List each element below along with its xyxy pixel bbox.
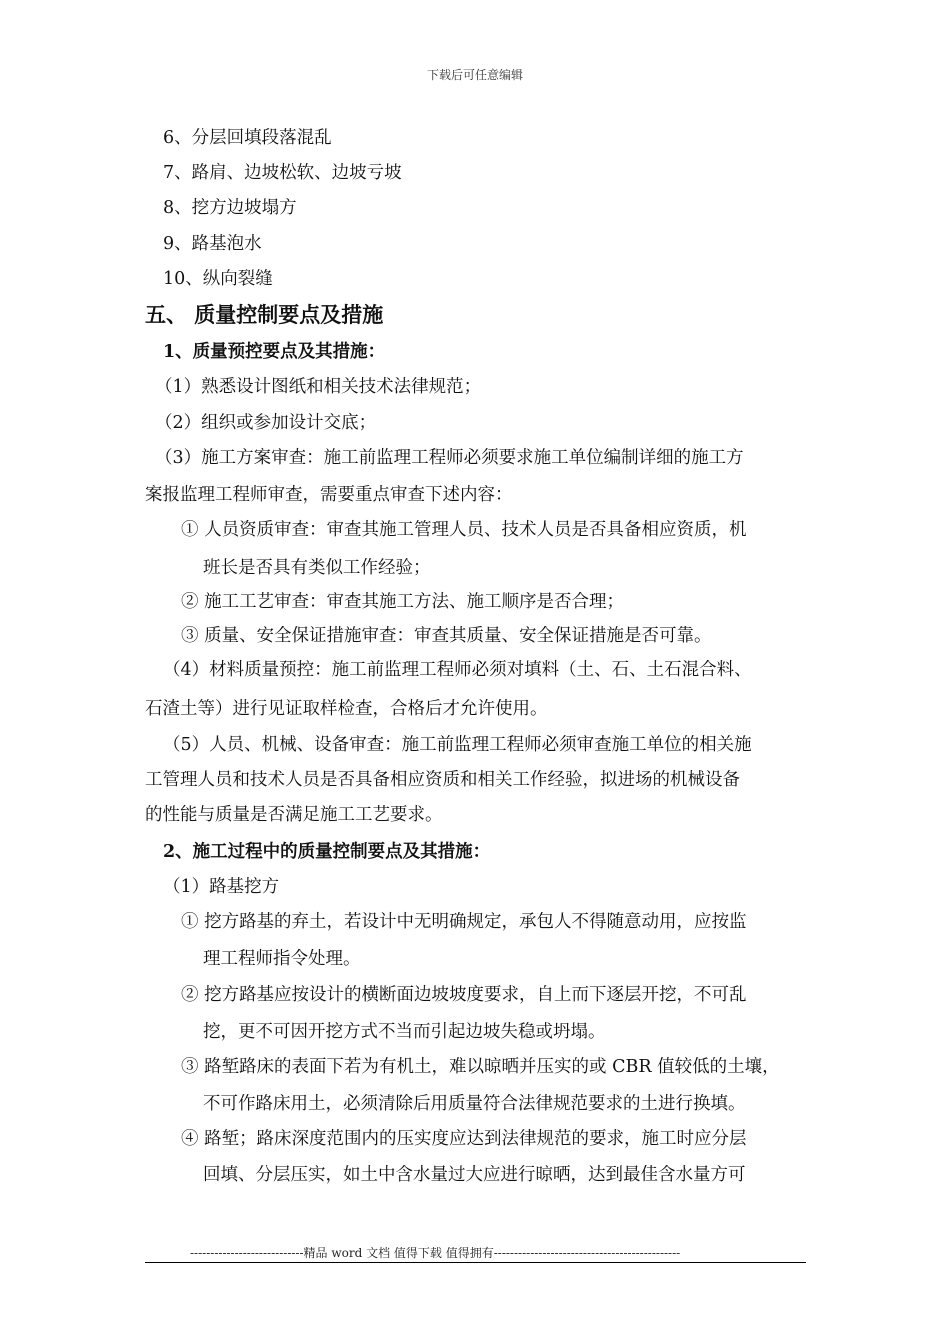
paragraph-line: （5）人员、机械、设备审查：施工前监理工程师必须审查施工单位的相关施 [163, 735, 752, 755]
subsection-heading: 1、质量预控要点及其措施： [163, 342, 386, 362]
paragraph-line: 理工程师指令处理。 [203, 949, 361, 969]
footer-divider [145, 1262, 806, 1263]
paragraph-line: （4）材料质量预控：施工前监理工程师必须对填料（土、石、土石混合料、 [163, 660, 752, 680]
list-item: 10、纵向裂缝 [163, 269, 273, 289]
list-item: 8、挖方边坡塌方 [163, 198, 297, 218]
paragraph-line: 班长是否具有类似工作经验； [203, 558, 431, 578]
paragraph-line: ① 人员资质审查：审查其施工管理人员、技术人员是否具备相应资质，机 [181, 520, 747, 540]
paragraph-line: （3）施工方案审查：施工前监理工程师必须要求施工单位编制详细的施工方 [155, 448, 744, 468]
page-footer: ----------------------------精品 word 文档 值得下载 值得拥有---------------------------------------------- [190, 1246, 681, 1260]
paragraph-line: 石渣土等）进行见证取样检查，合格后才允许使用。 [145, 699, 548, 719]
paragraph-line: 案报监理工程师审查，需要重点审查下述内容： [145, 485, 513, 505]
paragraph-line: ② 挖方路基应按设计的横断面边坡坡度要求，自上而下逐层开挖，不可乱 [181, 985, 747, 1005]
list-item: 6、分层回填段落混乱 [163, 128, 332, 148]
paragraph-line: 的性能与质量是否满足施工工艺要求。 [145, 805, 443, 825]
list-item: 7、路肩、边坡松软、边坡亏坡 [163, 163, 402, 183]
list-item: 9、路基泡水 [163, 234, 262, 254]
paragraph: （1）路基挖方 [163, 877, 280, 897]
paragraph: （1）熟悉设计图纸和相关技术法律规范； [155, 377, 482, 397]
paragraph: ② 施工工艺审查：审查其施工方法、施工顺序是否合理； [181, 592, 625, 612]
paragraph-line: 挖，更不可因开挖方式不当而引起边坡失稳或坍塌。 [203, 1022, 606, 1042]
subsection-heading: 2、施工过程中的质量控制要点及其措施： [163, 842, 491, 862]
paragraph-line: ① 挖方路基的弃土，若设计中无明确规定，承包人不得随意动用，应按监 [181, 912, 747, 932]
paragraph: ③ 质量、安全保证措施审查：审查其质量、安全保证措施是否可靠。 [181, 626, 712, 646]
paragraph-line: ③ 路堑路床的表面下若为有机土，难以晾晒并压实的或 CBR 值较低的土壤， [181, 1057, 780, 1077]
page-header: 下载后可任意编辑 [426, 68, 523, 82]
section-heading: 五、 质量控制要点及措施 [145, 302, 384, 327]
paragraph-line: 工管理人员和技术人员是否具备相应资质和相关工作经验，拟进场的机械设备 [145, 770, 740, 790]
paragraph-line: 不可作路床用土，必须清除后用质量符合法律规范要求的土进行换填。 [203, 1094, 746, 1114]
paragraph-line: 回填、分层压实，如土中含水量过大应进行晾晒，达到最佳含水量方可 [203, 1165, 746, 1185]
paragraph: （2）组织或参加设计交底； [155, 413, 377, 433]
paragraph-line: ④ 路堑；路床深度范围内的压实度应达到法律规范的要求，施工时应分层 [181, 1129, 747, 1149]
